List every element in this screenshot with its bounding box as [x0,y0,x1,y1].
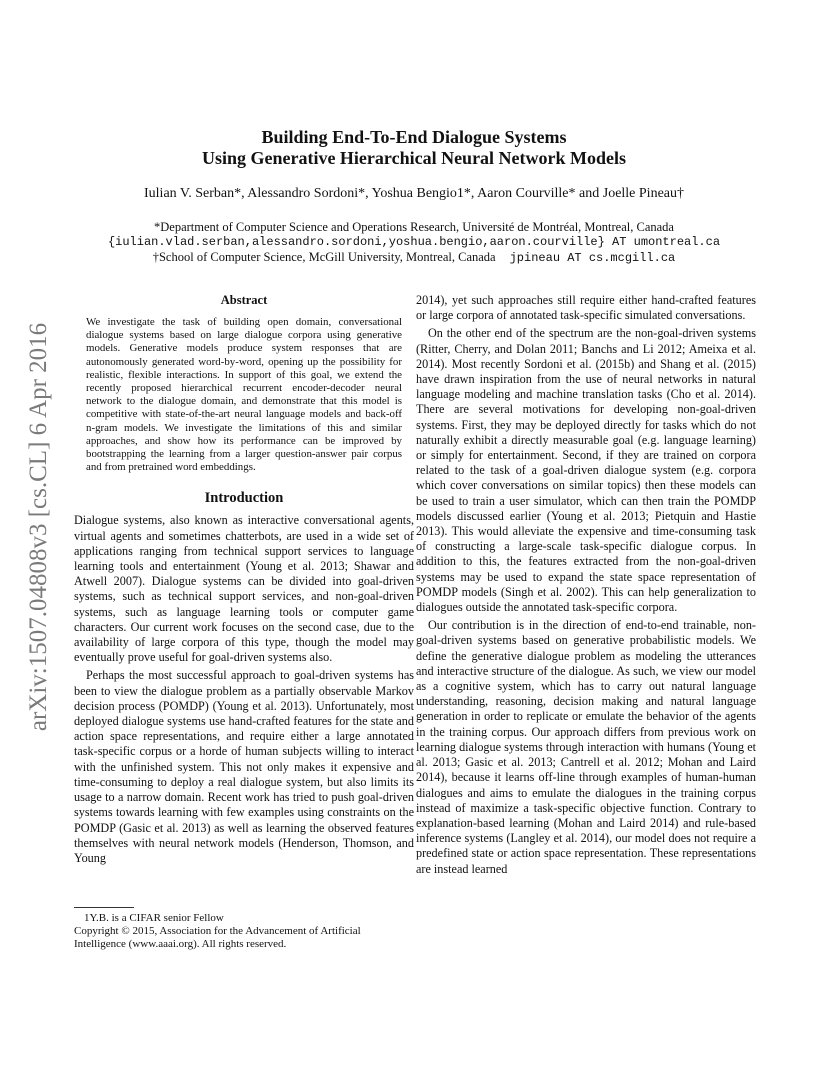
abstract-heading: Abstract [220,293,268,307]
right-paragraph-1: On the other end of the spectrum are the non-goal-driven systems (Ritter, Cherry, and Dolan 2011; Banchs and Li 2012; Ameixa et al. 2014). Most recently Sordoni et al. (2015b) and Shang et al. (2015) have drawn inspiration from the use of neural networks in natural language modeling and machine translation tasks (Cho et al. 2014). There are several motivations for developing non-goal-driven systems. First, they may be deployed directly for tasks which do not naturally exhibit a directly measurable goal (e.g. language learning) or simply for entertainment. Second, if they are trained on corpora related to the task of a goal-driven dialogue system (e.g. corpora which cover conversations on similar topics) then these models can be used to train a user simulator, which can then train the POMDP models discussed earlier (Young et al. 2013; Pietquin and Hastie 2013). This would alleviate the expensive and time-consuming task of constructing a large-scale task-specific dialogue corpus. In addition to this, the features extracted from the non-goal-driven systems may be used to expand the state space representation of POMDP models (Singh et al. 2002). This can help generalization to dialogues outside the annotated task-specific corpora. [416,326,756,615]
affiliation-emails: {iulian.vlad.serban,alessandro.sordoni,yoshua.bengio,aaron.courville} AT umontreal.ca [107,235,721,249]
affiliation-mcgill-email: jpineau AT cs.mcgill.ca [509,251,676,265]
intro-paragraph-2: Perhaps the most successful approach to goal-driven systems has been to view the dialogue problem as a partially observable Markov decision process (POMDP) (Young et al. 2013). Unfortunately, most deployed dialogue systems use hand-crafted features for the state and action space representations, and require either a large annotated task-specific corpus or a horde of human subjects willing to interact with the unfinished system. This not only makes it expensive and time-consuming to deploy a real dialogue system, but also limits its usage to a narrow domain. Recent work has tried to push goal-driven systems towards learning with few examples using constraints on the POMDP (Gasic et al. 2013) as well as learning the observed features themselves with neural network models (Henderson, Thomson, and Young [74,668,414,865]
right-paragraph-2: Our contribution is in the direction of end-to-end trainable, non-goal-driven systems based on generative probabilistic models. We define the generative dialogue problem as modeling the utterances and interactive structure of the dialogue. As such, we view our model as a cognitive system, which has to carry out natural language understanding, reasoning, decision making and natural language generation in order to replicate or emulate the behavior of the agents in the training corpus. Our approach differs from previous work on learning dialogue systems through interaction with humans (Young et al. 2013; Gasic et al. 2013; Cantrell et al. 2012; Mohan and Laird 2014), because it learns off-line through examples of human-human dialogues and aims to emulate the dialogues in the training corpus instead of maximize a task-specific objective function. Contrary to explanation-based learning (Mohan and Laird 2014) and rule-based inference systems (Langley et al. 2014), our model does not require a predefined state or action space representation. These representations are instead learned [416,618,756,876]
affiliation-mcgill-text: †School of Computer Science, McGill University, Montreal, Canada [152,250,496,264]
copyright-notice: Copyright © 2015, Association for the Advancement of Artificial Intelligence (www.aaai.org). All rights reserved. [74,925,361,951]
right-paragraph-continuation: 2014), yet such approaches still require either hand-crafted features or large corpora of annotated task-specific simulated conversations. [416,293,756,323]
left-column [74,293,414,866]
title-line-2: Using Generative Hierarchical Neural Network Models [201,148,627,168]
footnote-block [74,912,414,952]
arxiv-identifier-text: arXiv:1507.04808v3 [cs.CL] 6 Apr 2016 [25,322,52,732]
paper-title [140,127,688,169]
abstract-text: We investigate the task of building open domain, conversational dialogue systems based on large dialogue corpora using generative models. Generative models produce system responses that are autonomously generated word-by-word, opening up the possibility for realistic, flexible interactions. In support of this goal, we extend the recently proposed hierarchical recurrent encoder-decoder neural network to the dialogue domain, and demonstrate that this model is competitive with state-of-the-art neural language models and back-off n-gram models. We investigate the limitations of this and similar approaches, and show how its performance can be improved by bootstrapping the learning from a larger question-answer pair corpus and from pretrained word embeddings. [86,316,402,474]
affiliation-montreal: *Department of Computer Science and Operations Research, Université de Montréal, Montreal, Canada [154,220,674,234]
introduction-heading: Introduction [204,490,284,507]
intro-paragraph-1: Dialogue systems, also known as interactive conversational agents, virtual agents and sometimes chatterbots, are used in a wide set of applications ranging from technical support services to language learning tools and entertainment (Young et al. 2013; Shawar and Atwell 2007). Dialogue systems can be divided into goal-driven systems, such as technical support services, and non-goal-driven systems, such as language learning tools or computer game characters. Our current work focuses on the second case, due to the availability of large corpora of this type, though the model may eventually prove useful for goal-driven systems also. [74,513,414,665]
arxiv-side-identifier [14,296,64,758]
title-line-1: Building End-To-End Dialogue Systems [261,127,567,147]
footnote-divider [74,907,134,908]
right-column [416,293,756,877]
footnote-cifar: 1Y.B. is a CIFAR senior Fellow [84,912,224,924]
affiliation-mcgill [60,250,768,265]
author-list: Iulian V. Serban*, Alessandro Sordoni*, Yoshua Bengio1*, Aaron Courville* and Joelle Pineau† [144,186,684,201]
